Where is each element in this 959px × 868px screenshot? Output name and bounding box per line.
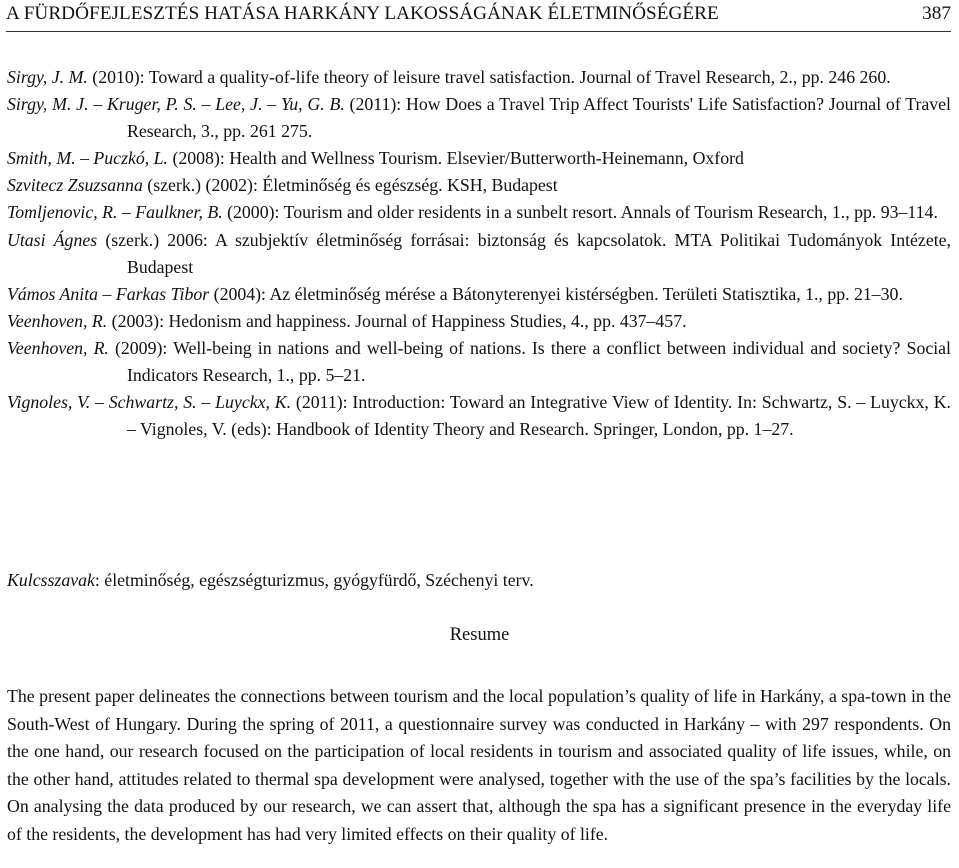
reference-authors: Vignoles, V. – Schwartz, S. – Luyckx, K.: [7, 392, 292, 413]
resume-body: The present paper delineates the connections between tourism and the local population’s quality of life in Harkány, a spa-town in the South-West of Hungary. During the spring of 2011, a questionnaire survey was conducted in Harkány – with 297 respondents. On the one hand, our research focused on the participation of local residents in tourism and associated quality of life issues, while, on the other hand, attitudes related to thermal spa development were analysed, together with the use of the spa’s facilities by the locals. On analysing the data produced by our research, we can assert that, although the spa has a significant presence in the everyday life of the residents, the development has had very limited effects on their quality of life.: [7, 686, 951, 844]
reference-text: (szerk.) 2006: A szubjektív életminőség forrásai: biztonság és kapcsolatok. MTA Politikai Tudományok Intézete, Budapest: [97, 229, 951, 277]
reference-authors: Veenhoven, R.: [7, 310, 108, 331]
reference-entry: [7, 308, 951, 335]
reference-entry: [7, 335, 951, 389]
reference-entry: [7, 199, 951, 226]
running-title: A FÜRDŐFEJLESZTÉS HATÁSA HARKÁNY LAKOSSÁGÁNAK ÉLETMINŐSÉGÉRE: [6, 3, 719, 24]
resume-heading: Resume: [449, 625, 510, 645]
reference-text: (2011): How Does a Travel Trip Affect Tourists' Life Satisfaction? Journal of Travel Research, 3., pp. 261 275.: [127, 94, 951, 142]
reference-text: (2010): Toward a quality-of-life theory of leisure travel satisfaction. Journal of Travel Research, 2., pp. 246 260.: [87, 67, 891, 87]
reference-entry: [7, 91, 951, 145]
reference-authors: Sirgy, M. J. – Kruger, P. S. – Lee, J. – Yu, G. B.: [7, 94, 345, 115]
reference-entry: [7, 227, 951, 281]
reference-text: (2000): Tourism and older residents in a sunbelt resort. Annals of Tourism Research, 1., pp. 93–114.: [222, 202, 938, 223]
page-number: 387: [922, 3, 951, 24]
reference-authors: Utasi Ágnes: [7, 229, 98, 250]
reference-text: (2011): Introduction: Toward an Integrative View of Identity. In: Schwartz, S. – Luyckx, K. – Vignoles, V. (eds): Handbook of Identity Theory and Research. Springer, London, pp. 1–27.: [127, 392, 951, 440]
reference-text: (2003): Hedonism and happiness. Journal of Happiness Studies, 4., pp. 437–457.: [107, 310, 687, 331]
keywords: [7, 567, 951, 594]
reference-authors: Tomljenovic, R. – Faulkner, B.: [7, 202, 223, 223]
reference-list: [7, 64, 951, 443]
keywords-text: : életminőség, egészségturizmus, gyógyfürdő, Széchenyi terv.: [94, 570, 534, 590]
reference-text: (szerk.) (2002): Életminőség és egészség. KSH, Budapest: [142, 175, 558, 196]
keywords-label: Kulcsszavak: [7, 570, 95, 590]
reference-text: (2008): Health and Wellness Tourism. Elsevier/Butterworth-Heinemann, Oxford: [168, 148, 744, 169]
reference-authors: Veenhoven, R.: [7, 337, 109, 358]
reference-entry: [7, 172, 951, 199]
reference-text: (2009): Well-being in nations and well-being of nations. Is there a conflict between individual and society? Social Indicators Research, 1., pp. 5–21.: [108, 337, 951, 386]
reference-authors: Sirgy, J. M.: [7, 67, 88, 87]
reference-text: (2004): Az életminőség mérése a Bátonyterenyei kistérségben. Területi Statisztika, 1., pp. 21–30.: [209, 283, 903, 304]
running-header: [6, 3, 951, 25]
header-rule: [6, 31, 951, 32]
reference-entry: [7, 145, 951, 172]
reference-entry: [7, 64, 951, 91]
reference-entry: [7, 389, 951, 443]
reference-entry: [7, 281, 951, 308]
reference-authors: Vámos Anita – Farkas Tibor: [7, 283, 210, 304]
reference-authors: Smith, M. – Puczkó, L.: [7, 148, 169, 169]
reference-authors: Szvitecz Zsuzsanna: [7, 175, 143, 196]
